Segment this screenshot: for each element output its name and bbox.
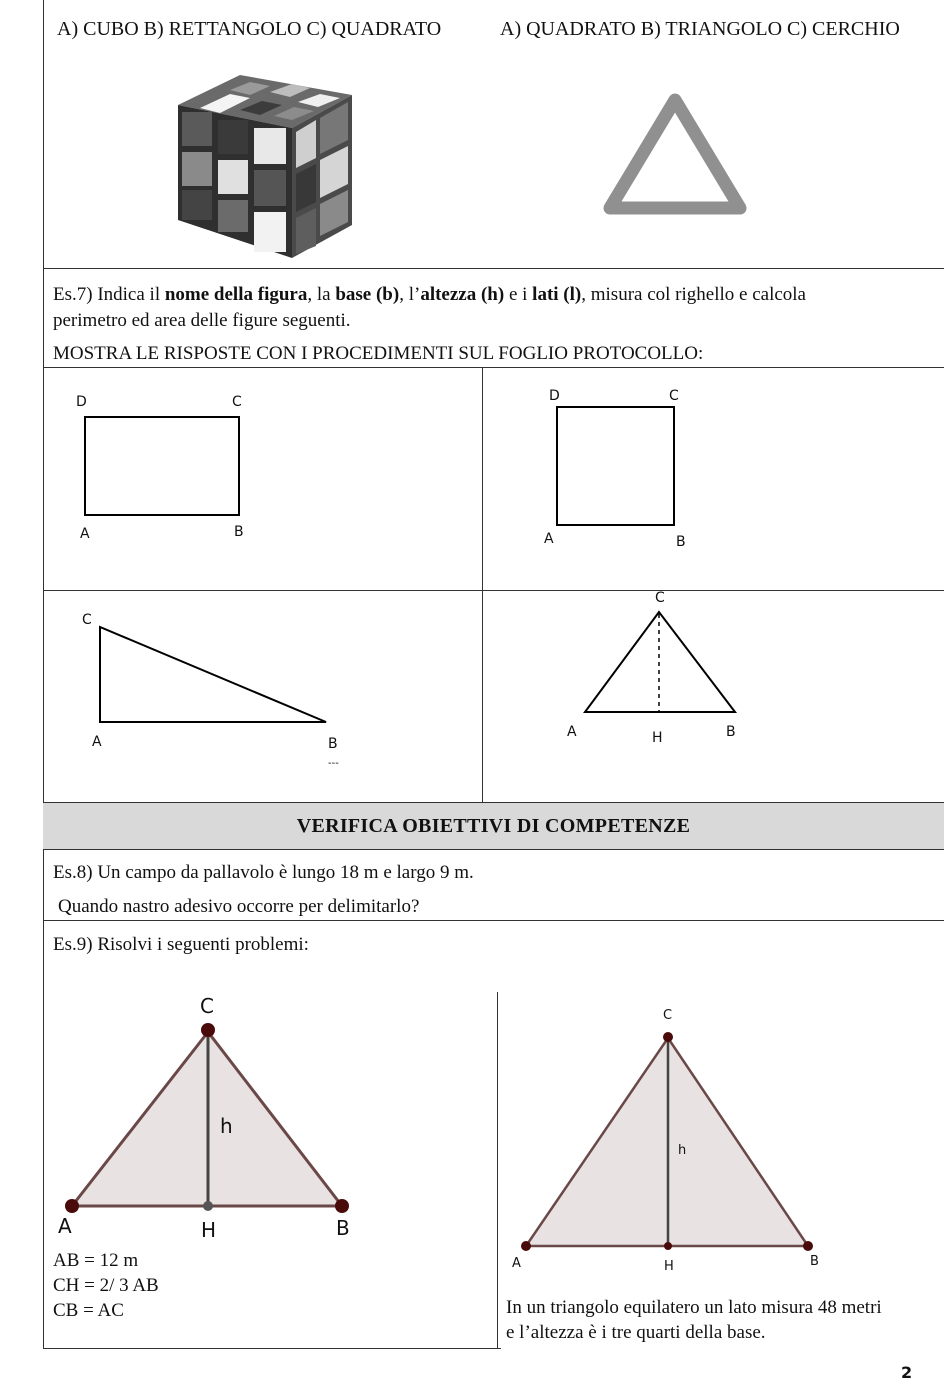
rect-label-d: D: [76, 394, 87, 410]
es9-given-2: CH = 2/ 3 AB: [53, 1275, 159, 1296]
competence-banner: VERIFICA OBIETTIVI DI COMPETENZE: [43, 802, 944, 850]
es9-tri1-label-b: B: [336, 1216, 350, 1240]
es8-line2: Quando nastro adesivo occorre per delimitarlo?: [58, 896, 420, 917]
options-right: A) QUADRATO B) TRIANGOLO C) CERCHIO: [500, 18, 900, 40]
es9-tri2-label-h-lower: h: [678, 1143, 687, 1158]
square-label-d: D: [549, 388, 560, 404]
es9-tri1-label-a: A: [58, 1214, 72, 1238]
es7-line2: perimetro ed area delle figure seguenti.: [53, 310, 351, 331]
right-tri-label-b: B: [328, 736, 338, 752]
es9-tri1-label-h: H: [201, 1218, 217, 1242]
page-number: 2: [901, 1363, 913, 1382]
square-label-c: C: [669, 388, 679, 404]
es9-tri2-label-c: C: [663, 1008, 673, 1023]
es9-given-1: AB = 12 m: [53, 1250, 139, 1271]
es9-tri1-label-h-lower: h: [220, 1114, 233, 1138]
es8-line1: Es.8) Un campo da pallavolo è lungo 18 m e largo 9 m.: [53, 862, 474, 883]
iso-tri-label-a: A: [567, 724, 577, 740]
iso-tri-label-b: B: [726, 724, 736, 740]
es7-line1: Es.7) Indica il nome della figura, la base (b), l’altezza (h) e i lati (l), misura col righello e calcola: [53, 284, 806, 305]
square-label-b: B: [676, 534, 686, 550]
es9-tri2-label-b: B: [810, 1254, 819, 1269]
es9-problem2-line2: e l’altezza è i tre quarti della base.: [506, 1322, 766, 1343]
es7-line3: MOSTRA LE RISPOSTE CON I PROCEDIMENTI SUL FOGLIO PROTOCOLLO:: [53, 343, 704, 364]
es9-problem2-line1: In un triangolo equilatero un lato misura 48 metri: [506, 1297, 882, 1318]
options-left: A) CUBO B) RETTANGOLO C) QUADRATO: [57, 18, 442, 40]
right-tri-label-a: A: [92, 734, 102, 750]
es9-tri2-label-h: H: [664, 1259, 674, 1274]
es9-title: Es.9) Risolvi i seguenti problemi:: [53, 934, 309, 955]
es9-tri2-label-a: A: [512, 1256, 521, 1271]
rect-label-b: B: [234, 524, 244, 540]
right-tri-dash: ---: [328, 758, 339, 769]
rect-label-c: C: [232, 394, 242, 410]
right-tri-label-c: C: [82, 612, 92, 628]
rect-label-a: A: [80, 526, 90, 542]
iso-tri-label-h: H: [652, 730, 663, 746]
es9-given-3: CB = AC: [53, 1300, 124, 1321]
square-label-a: A: [544, 531, 554, 547]
iso-tri-label-c: C: [655, 590, 665, 606]
es9-tri1-label-c: C: [200, 994, 214, 1018]
